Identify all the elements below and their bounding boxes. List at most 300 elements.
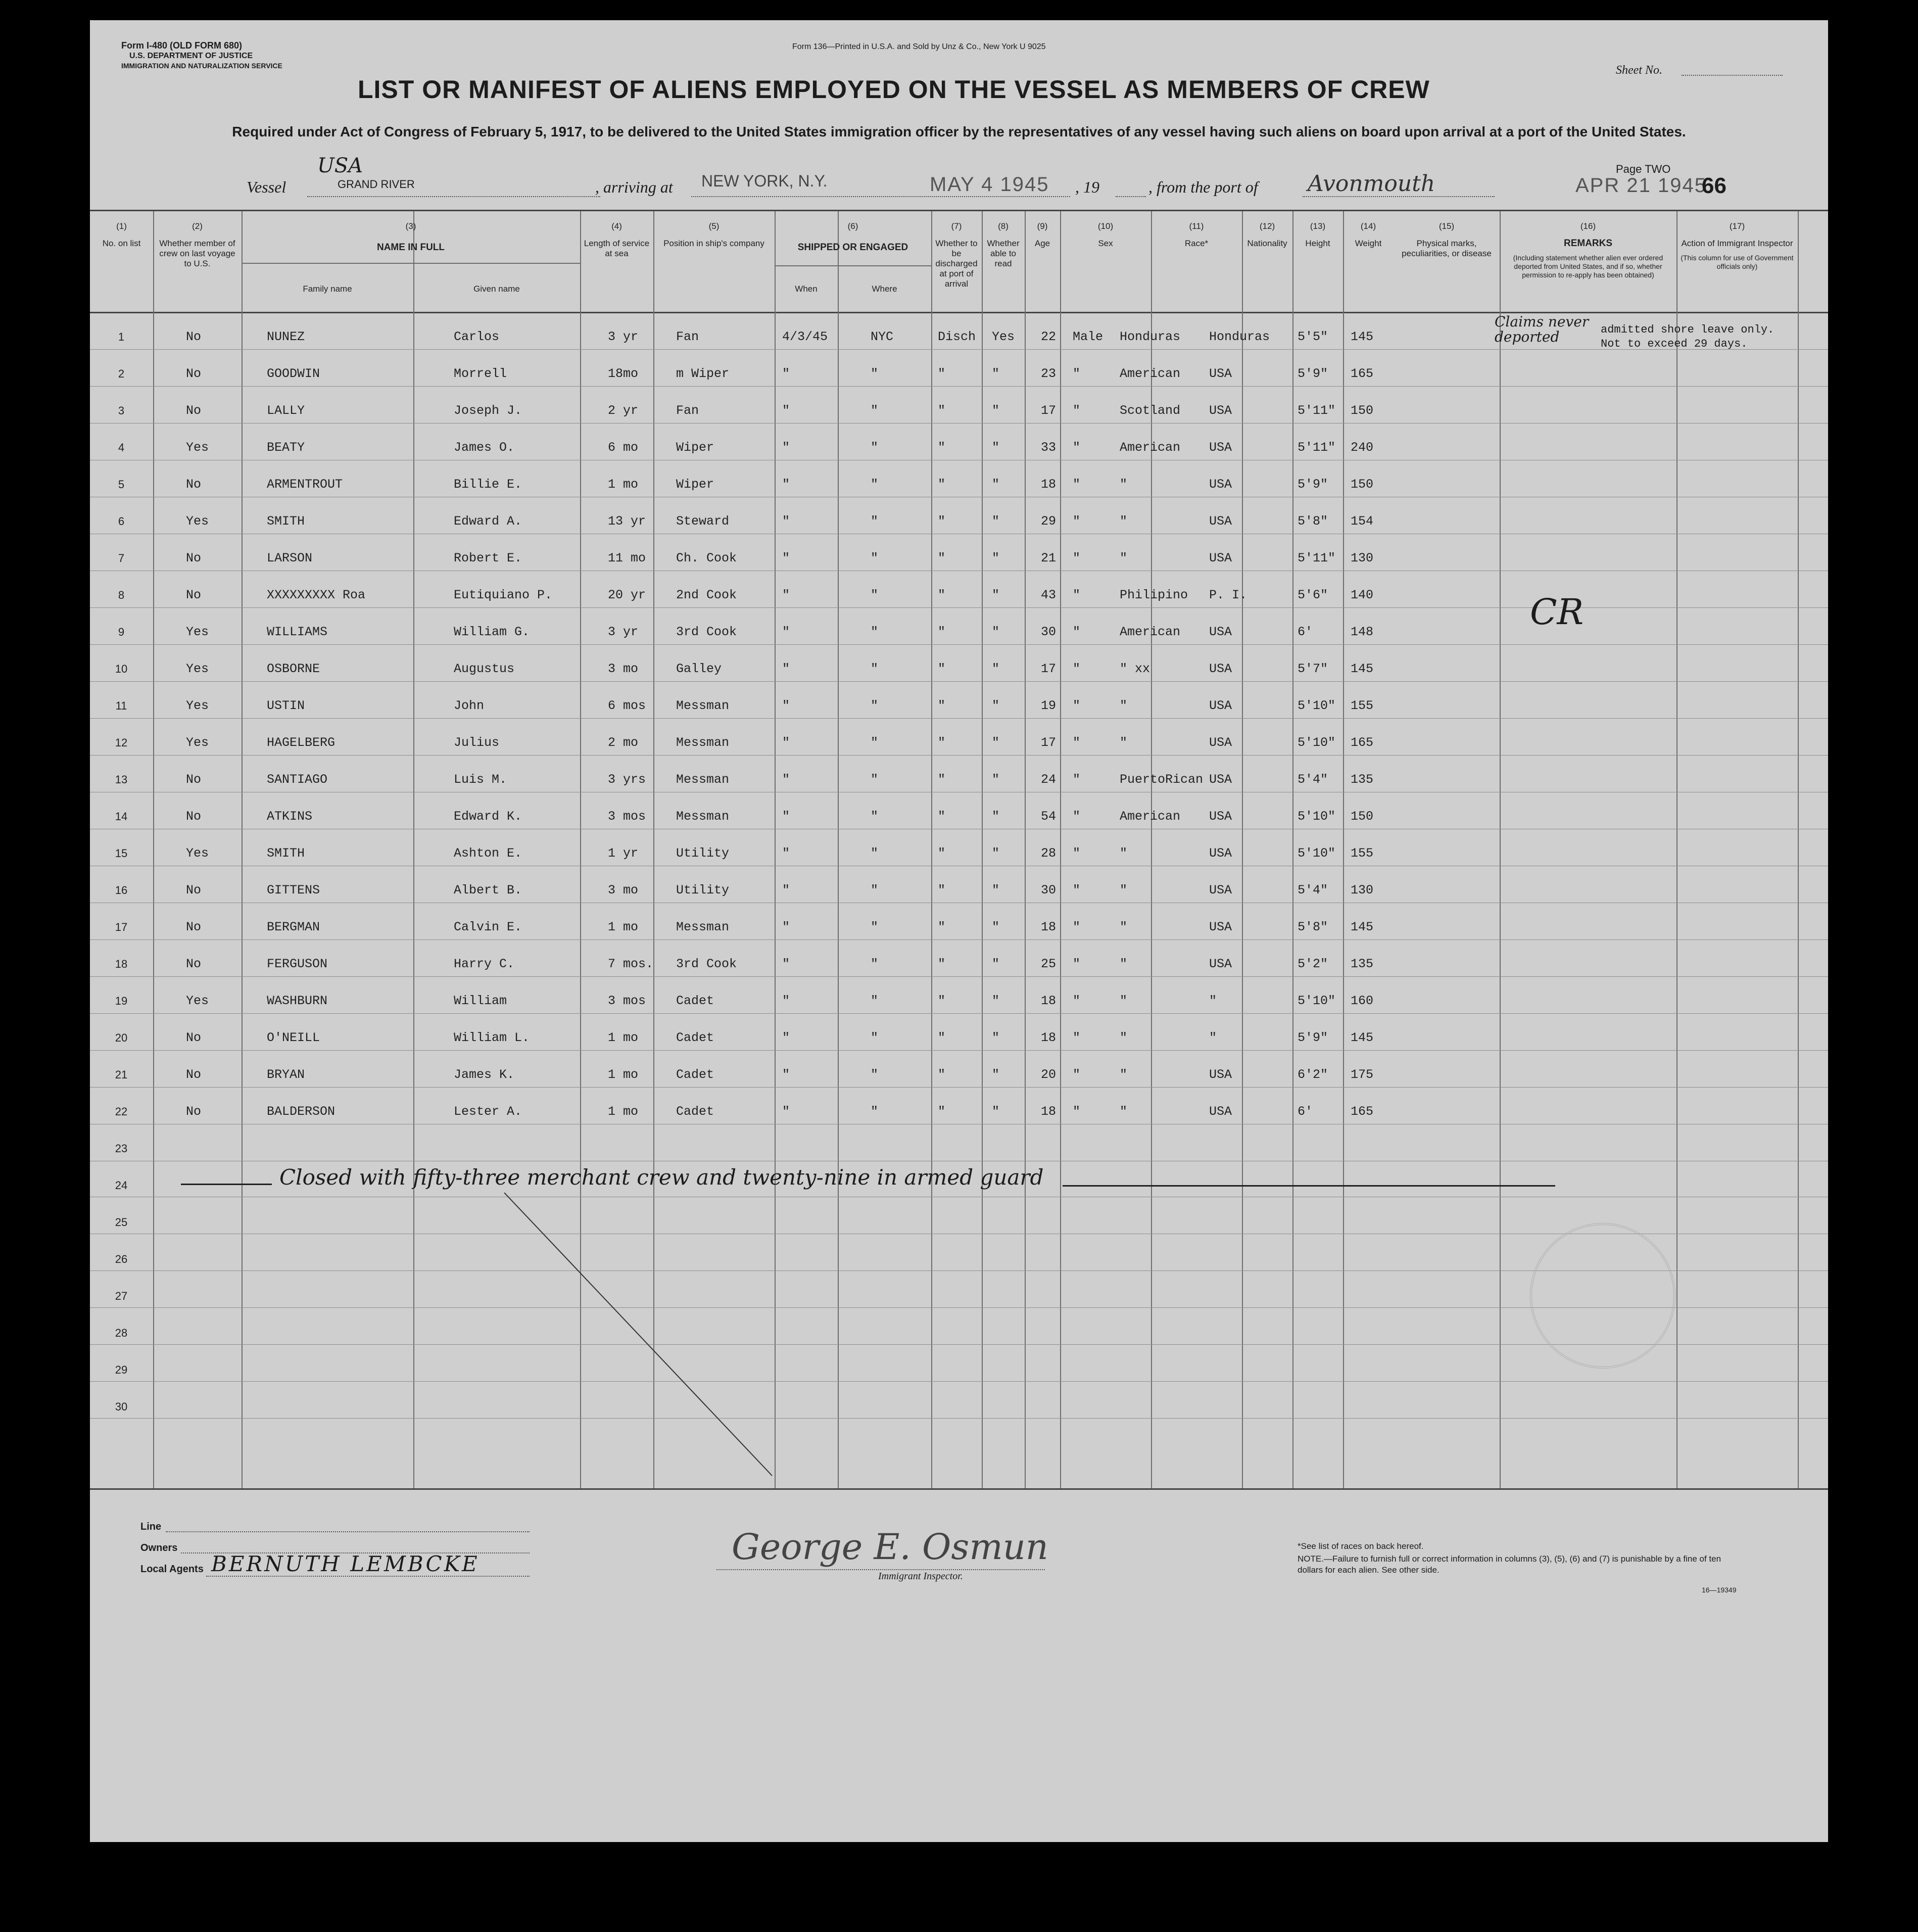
cell-last: No: [186, 588, 202, 602]
cell-sex: ": [1073, 994, 1081, 1008]
cell-race: American: [1120, 625, 1181, 639]
cell-height: 5'10": [1298, 809, 1336, 824]
cell-sex: ": [1073, 662, 1081, 676]
column-header: Whether member of crew on last voyage to U.S.: [159, 239, 235, 268]
cell-given: Joseph J.: [454, 403, 522, 418]
sheet-label: Sheet No.: [1616, 64, 1662, 77]
cell-when: ": [782, 477, 790, 492]
cell-sex: ": [1073, 883, 1081, 898]
cell-last: Yes: [186, 994, 209, 1008]
cell-family: HAGELBERG: [267, 735, 335, 750]
cell-age: 17: [1041, 735, 1057, 750]
cell-given: Luis M.: [454, 772, 507, 787]
row-number: 30: [115, 1400, 128, 1413]
cell-nationality: USA: [1209, 625, 1232, 639]
cell-height: 5'8": [1298, 920, 1328, 934]
cell-race: ": [1120, 735, 1128, 750]
cell-disch: ": [938, 1104, 946, 1119]
cell-last: Yes: [186, 662, 209, 676]
column-number: (10): [1097, 221, 1114, 231]
line-blank: [166, 1531, 530, 1532]
cell-age: 22: [1041, 329, 1057, 344]
row-number: 4: [118, 441, 125, 454]
cell-position: Cadet: [676, 1030, 714, 1045]
cell-position: Cadet: [676, 1067, 714, 1082]
cell-last: No: [186, 477, 202, 492]
cell-age: 24: [1041, 772, 1057, 787]
cell-last: Yes: [186, 735, 209, 750]
row-number: 15: [115, 847, 128, 860]
cell-position: Wiper: [676, 477, 714, 492]
row-number: 20: [115, 1031, 128, 1044]
cell-read: ": [992, 920, 1000, 934]
column-number: (7): [951, 221, 962, 231]
cell-nationality: USA: [1209, 662, 1232, 676]
column-subheader: Where: [872, 284, 897, 294]
cell-last: No: [186, 1030, 202, 1045]
cell-weight: 240: [1351, 440, 1374, 455]
column-number: (8): [998, 221, 1009, 231]
row-number: 18: [115, 958, 128, 970]
line-label: Line: [140, 1521, 162, 1532]
service: IMMIGRATION AND NATURALIZATION SERVICE: [121, 62, 282, 70]
cell-last: No: [186, 883, 202, 898]
cell-where: ": [871, 809, 879, 824]
cell-position: 3rd Cook: [676, 957, 737, 971]
arriving-port: NEW YORK, N.Y.: [701, 172, 828, 190]
cell-read: ": [992, 440, 1000, 455]
page-subtitle: Required under Act of Congress of February 5, 1917, to be delivered to the United States immigration officer by the representatives of any vessel having such aliens on board upon arrival at a port of the United States.: [232, 124, 1686, 139]
cell-position: Wiper: [676, 440, 714, 455]
row-number: 14: [115, 810, 128, 823]
cell-service: 3 mos: [608, 994, 646, 1008]
cell-when: ": [782, 551, 790, 566]
row-number: 13: [115, 773, 128, 786]
cell-read: ": [992, 846, 1000, 861]
cell-sex: ": [1073, 1104, 1081, 1119]
cell-disch: ": [938, 588, 946, 602]
inspector-label: Immigrant Inspector.: [878, 1571, 963, 1582]
cell-service: 6 mo: [608, 440, 639, 455]
cell-position: Fan: [676, 329, 699, 344]
cell-disch: ": [938, 514, 946, 529]
row-number: 11: [115, 699, 127, 712]
cell-age: 28: [1041, 846, 1057, 861]
cell-service: 1 mo: [608, 477, 639, 492]
column-number: (16): [1580, 221, 1596, 231]
cell-nationality: USA: [1209, 920, 1232, 934]
cell-family: O'NEILL: [267, 1030, 320, 1045]
row-number: 26: [115, 1253, 128, 1265]
vessel-name: GRAND RIVER: [338, 178, 415, 191]
cell-disch: ": [938, 477, 946, 492]
cell-read: ": [992, 403, 1000, 418]
cell-sex: ": [1073, 1067, 1081, 1082]
cell-last: No: [186, 957, 202, 971]
row-number: 17: [115, 921, 128, 933]
remark-row8-mark: CR: [1530, 591, 1584, 633]
row-number: 19: [115, 995, 128, 1007]
cell-position: m Wiper: [676, 366, 730, 381]
cell-race: ": [1120, 883, 1128, 898]
cell-race: American: [1120, 366, 1181, 381]
column-number: (2): [192, 221, 203, 231]
cell-given: William L.: [454, 1030, 530, 1045]
row-number: 27: [115, 1290, 128, 1302]
cell-age: 30: [1041, 625, 1057, 639]
cell-sex: ": [1073, 735, 1081, 750]
column-header: Race*: [1184, 239, 1209, 248]
cell-where: ": [871, 698, 879, 713]
cell-weight: 165: [1351, 735, 1374, 750]
cell-read: ": [992, 625, 1000, 639]
cell-race: ": [1120, 920, 1128, 934]
agents-label: Local Agents: [140, 1564, 204, 1575]
cell-service: 1 mo: [608, 920, 639, 934]
cell-race: American: [1120, 809, 1181, 824]
column-header: Sex: [1098, 239, 1113, 248]
row-number: 5: [118, 478, 125, 491]
cell-where: ": [871, 883, 879, 898]
cell-disch: ": [938, 1030, 946, 1045]
cell-when: ": [782, 957, 790, 971]
cell-where: ": [871, 662, 879, 676]
cell-given: John: [454, 698, 485, 713]
cell-nationality: USA: [1209, 698, 1232, 713]
cell-nationality: Honduras: [1209, 329, 1270, 344]
cell-where: NYC: [871, 329, 894, 344]
cell-family: WASHBURN: [267, 994, 328, 1008]
cell-where: ": [871, 920, 879, 934]
cell-when: ": [782, 662, 790, 676]
cell-nationality: USA: [1209, 477, 1232, 492]
cell-family: FERGUSON: [267, 957, 328, 971]
cell-last: Yes: [186, 846, 209, 861]
cell-family: SMITH: [267, 846, 305, 861]
page-label: Page TWO: [1616, 163, 1671, 175]
cell-weight: 135: [1351, 957, 1374, 971]
row-number: 6: [118, 515, 125, 528]
cell-disch: ": [938, 809, 946, 824]
cell-age: 18: [1041, 1104, 1057, 1119]
row-number: 12: [115, 736, 128, 749]
cell-family: NUNEZ: [267, 329, 305, 344]
cell-nationality: USA: [1209, 846, 1232, 861]
cell-height: 5'9": [1298, 477, 1328, 492]
embossed-seal: [1530, 1223, 1675, 1369]
cell-service: 1 mo: [608, 1104, 639, 1119]
cell-last: Yes: [186, 440, 209, 455]
cell-where: ": [871, 514, 879, 529]
cell-where: ": [871, 846, 879, 861]
cell-height: 5'9": [1298, 1030, 1328, 1045]
cell-sex: ": [1073, 957, 1081, 971]
cell-given: Lester A.: [454, 1104, 522, 1119]
column-subheader: When: [795, 284, 818, 294]
cell-service: 18mo: [608, 366, 639, 381]
cell-family: BERGMAN: [267, 920, 320, 934]
cell-when: ": [782, 883, 790, 898]
cell-disch: ": [938, 883, 946, 898]
cell-age: 17: [1041, 403, 1057, 418]
cell-weight: 145: [1351, 662, 1374, 676]
column-header: No. on list: [102, 239, 141, 248]
cell-where: ": [871, 588, 879, 602]
row-number: 7: [118, 552, 125, 564]
from-port-label: , from the port of: [1148, 178, 1258, 196]
cell-when: ": [782, 772, 790, 787]
cell-service: 3 mo: [608, 883, 639, 898]
cell-read: ": [992, 735, 1000, 750]
remark-claims-never-deported: Claims never deported: [1495, 313, 1589, 345]
cell-height: 5'10": [1298, 846, 1336, 861]
column-header: SHIPPED OR ENGAGED: [797, 242, 908, 253]
cell-sex: ": [1073, 809, 1081, 824]
cell-height: 5'2": [1298, 957, 1328, 971]
column-header: Whether to be discharged at port of arrival: [935, 239, 978, 289]
cell-disch: ": [938, 846, 946, 861]
column-number: (14): [1360, 221, 1376, 231]
cell-read: ": [992, 514, 1000, 529]
cell-position: Utility: [676, 883, 730, 898]
row-number: 28: [115, 1327, 128, 1339]
column-number: (3): [405, 221, 416, 231]
cell-height: 5'11": [1298, 403, 1336, 418]
cell-family: OSBORNE: [267, 662, 320, 676]
cell-family: SANTIAGO: [267, 772, 328, 787]
cell-service: 20 yr: [608, 588, 646, 602]
cell-when: ": [782, 698, 790, 713]
cell-weight: 148: [1351, 625, 1374, 639]
cell-position: Messman: [676, 735, 730, 750]
cell-height: 5'11": [1298, 440, 1336, 455]
closing-note: Closed with fifty-three merchant crew and twenty-nine in armed guard: [279, 1165, 1044, 1190]
cell-where: ": [871, 625, 879, 639]
cell-race: American: [1120, 440, 1181, 455]
cell-service: 6 mos: [608, 698, 646, 713]
cell-nationality: USA: [1209, 1104, 1232, 1119]
cell-when: ": [782, 846, 790, 861]
cell-weight: 145: [1351, 1030, 1374, 1045]
cell-read: ": [992, 772, 1000, 787]
cell-nationality: USA: [1209, 957, 1232, 971]
cell-family: LARSON: [267, 551, 313, 566]
cell-last: No: [186, 1067, 202, 1082]
cell-service: 3 mos: [608, 809, 646, 824]
cell-age: 21: [1041, 551, 1057, 566]
cell-position: Utility: [676, 846, 730, 861]
cell-last: No: [186, 551, 202, 566]
cell-given: James K.: [454, 1067, 515, 1082]
row-number: 22: [115, 1105, 128, 1118]
cell-given: Calvin E.: [454, 920, 522, 934]
cell-weight: 150: [1351, 403, 1374, 418]
cell-race: ": [1120, 1030, 1128, 1045]
footer-note-races: *See list of races on back hereof.: [1298, 1541, 1424, 1551]
cell-given: William G.: [454, 625, 530, 639]
cell-sex: ": [1073, 551, 1081, 566]
cell-family: USTIN: [267, 698, 305, 713]
cell-given: Morrell: [454, 366, 507, 381]
column-header: Action of Immigrant Inspector: [1681, 239, 1793, 248]
cell-weight: 135: [1351, 772, 1374, 787]
cell-race: ": [1120, 957, 1128, 971]
cell-given: Harry C.: [454, 957, 515, 971]
column-number: (1): [116, 221, 127, 231]
column-header: Whether able to read: [987, 239, 1020, 268]
cell-family: LALLY: [267, 403, 305, 418]
cell-where: ": [871, 551, 879, 566]
column-header: Position in ship's company: [663, 239, 764, 248]
cell-height: 6'2": [1298, 1067, 1328, 1082]
cell-family: SMITH: [267, 514, 305, 529]
cell-when: ": [782, 1030, 790, 1045]
cell-read: ": [992, 957, 1000, 971]
cell-age: 29: [1041, 514, 1057, 529]
cell-family: WILLIAMS: [267, 625, 328, 639]
cell-weight: 160: [1351, 994, 1374, 1008]
cell-where: ": [871, 1067, 879, 1082]
cell-where: ": [871, 1030, 879, 1045]
from-port: Avonmouth: [1308, 171, 1435, 197]
date-stamp: MAY 4 1945: [930, 173, 1049, 196]
cell-family: XXXXXXXXX Roa: [267, 588, 366, 602]
cell-nationality: USA: [1209, 551, 1232, 566]
cell-weight: 154: [1351, 514, 1374, 529]
column-subheader: Given name: [473, 284, 520, 294]
cell-height: 5'5": [1298, 329, 1328, 344]
column-header: Length of service at sea: [584, 239, 650, 258]
cell-age: 30: [1041, 883, 1057, 898]
cell-age: 18: [1041, 994, 1057, 1008]
row-number: 3: [118, 404, 125, 417]
cell-race: PuertoRican: [1120, 772, 1204, 787]
row-number: 9: [118, 626, 125, 638]
cell-position: Cadet: [676, 994, 714, 1008]
cell-read: ": [992, 588, 1000, 602]
cell-given: William: [454, 994, 507, 1008]
usa-note: USA: [317, 154, 363, 177]
cell-family: GOODWIN: [267, 366, 320, 381]
cell-when: ": [782, 514, 790, 529]
cell-disch: ": [938, 957, 946, 971]
row-number: 8: [118, 589, 125, 601]
cell-race: Honduras: [1120, 329, 1181, 344]
footer-note-penalty: NOTE.—Failure to furnish full or correct information in columns (3), (5), (6) and (7) is punishable by a fine of ten dollars for each alien. See other side.: [1298, 1554, 1721, 1575]
cell-when: ": [782, 588, 790, 602]
cell-sex: ": [1073, 698, 1081, 713]
cell-read: ": [992, 698, 1000, 713]
cell-position: Messman: [676, 809, 730, 824]
row-number: 24: [115, 1179, 128, 1192]
cell-read: ": [992, 551, 1000, 566]
cell-race: ": [1120, 551, 1128, 566]
footer-code: 16—19349: [1702, 1586, 1737, 1594]
column-number: (5): [708, 221, 720, 231]
cell-position: 3rd Cook: [676, 625, 737, 639]
cell-position: Fan: [676, 403, 699, 418]
cell-race: ": [1120, 698, 1128, 713]
cell-disch: ": [938, 366, 946, 381]
cell-height: 6': [1298, 625, 1313, 639]
column-number: (12): [1259, 221, 1275, 231]
row-number: 1: [118, 331, 125, 343]
cell-nationality: USA: [1209, 809, 1232, 824]
cell-given: Albert B.: [454, 883, 522, 898]
cell-age: 17: [1041, 662, 1057, 676]
cell-position: Cadet: [676, 1104, 714, 1119]
cell-race: ": [1120, 1104, 1128, 1119]
cell-height: 5'6": [1298, 588, 1328, 602]
cell-when: ": [782, 809, 790, 824]
cell-race: ": [1120, 846, 1128, 861]
cell-sex: ": [1073, 588, 1081, 602]
cell-sex: ": [1073, 403, 1081, 418]
manifest-page: [90, 20, 1828, 1842]
arriving-label: , arriving at: [595, 178, 673, 196]
cell-service: 11 mo: [608, 551, 646, 566]
cell-last: No: [186, 772, 202, 787]
cell-position: Ch. Cook: [676, 551, 737, 566]
owners-label: Owners: [140, 1542, 178, 1553]
cell-disch: ": [938, 735, 946, 750]
cell-weight: 165: [1351, 1104, 1374, 1119]
cell-family: BALDERSON: [267, 1104, 335, 1119]
cell-where: ": [871, 366, 879, 381]
cell-where: ": [871, 735, 879, 750]
department: U.S. DEPARTMENT OF JUSTICE: [129, 52, 253, 60]
cell-last: Yes: [186, 698, 209, 713]
cell-sex: ": [1073, 772, 1081, 787]
cell-height: 5'10": [1298, 735, 1336, 750]
cell-height: 5'4": [1298, 772, 1328, 787]
cell-age: 20: [1041, 1067, 1057, 1082]
page-title: LIST OR MANIFEST OF ALIENS EMPLOYED ON THE VESSEL AS MEMBERS OF CREW: [358, 75, 1430, 104]
cell-weight: 150: [1351, 809, 1374, 824]
vessel-label: Vessel: [247, 178, 286, 196]
cell-where: ": [871, 1104, 879, 1119]
cell-service: 13 yr: [608, 514, 646, 529]
row-number: 10: [115, 663, 128, 675]
cell-given: Robert E.: [454, 551, 522, 566]
cell-service: 1 mo: [608, 1030, 639, 1045]
cell-height: 5'10": [1298, 994, 1336, 1008]
column-header: Height: [1305, 239, 1330, 248]
cell-disch: ": [938, 625, 946, 639]
column-header: NAME IN FULL: [376, 242, 445, 253]
cell-race: Philipino: [1120, 588, 1188, 602]
column-header: Physical marks, peculiarities, or disease: [1402, 239, 1492, 258]
cell-given: Ashton E.: [454, 846, 522, 861]
cell-race: Scotland: [1120, 403, 1181, 418]
cell-family: BRYAN: [267, 1067, 305, 1082]
cell-disch: ": [938, 403, 946, 418]
cell-weight: 155: [1351, 846, 1374, 861]
cell-given: James O.: [454, 440, 515, 455]
cell-when: ": [782, 994, 790, 1008]
cell-last: Yes: [186, 625, 209, 639]
cell-nationality: USA: [1209, 514, 1232, 529]
column-header: Nationality: [1247, 239, 1287, 248]
row-number: 21: [115, 1068, 128, 1081]
cell-weight: 130: [1351, 551, 1374, 566]
column-header: REMARKS: [1563, 238, 1613, 249]
cell-position: Messman: [676, 772, 730, 787]
cell-when: ": [782, 735, 790, 750]
cell-family: ATKINS: [267, 809, 313, 824]
remark-shore-leave-2: Not to exceed 29 days.: [1601, 338, 1748, 350]
cell-given: Augustus: [454, 662, 515, 676]
